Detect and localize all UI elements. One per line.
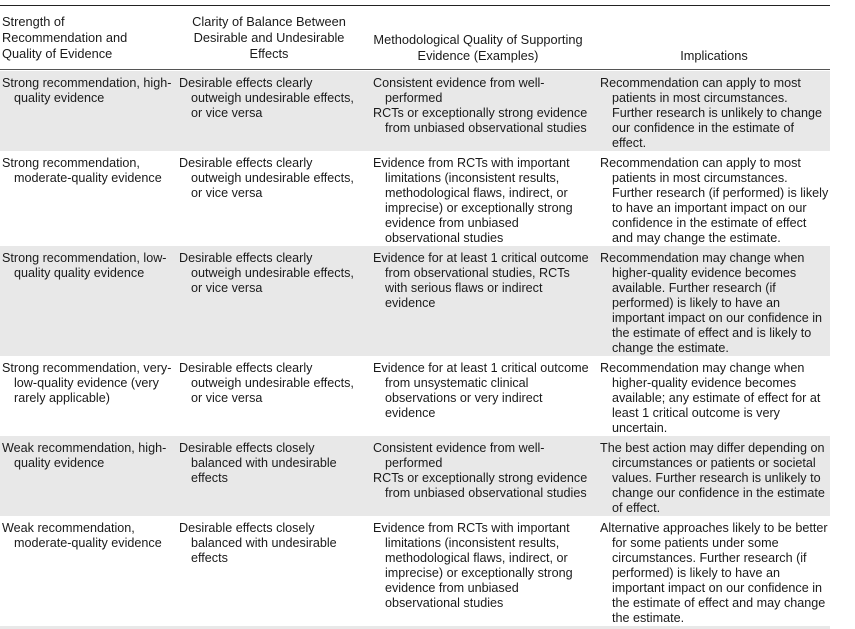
strength-text: Strong recommendation, low-quality quality evidence	[2, 251, 167, 280]
strength-text: Strong recommendation, high-quality evidence	[2, 76, 172, 105]
strength-text: Strong recommendation, very-low-quality evidence (very rarely applicable)	[2, 361, 172, 405]
implications-cell	[600, 251, 830, 356]
implications-cell	[600, 156, 830, 246]
balance-cell	[179, 521, 363, 566]
implications-text: Alternative approaches likely to be better for some patients under some circumstances. Further research (if performed) is likely to have an important impact on our confidence in the estimate of effect and may change the estimate.	[600, 521, 828, 625]
quality-text: Evidence for at least 1 critical outcome from unsystematic clinical observations or very indirect evidence	[373, 361, 589, 420]
strength-cell	[2, 251, 172, 281]
balance-text: Desirable effects clearly outweigh undesirable effects, or vice versa	[179, 156, 354, 200]
quality-text: Consistent evidence from well-performed	[373, 76, 545, 105]
balance-text: Desirable effects closely balanced with undesirable effects	[179, 521, 337, 565]
quality-cell	[373, 361, 595, 421]
table-top-rule	[0, 5, 830, 6]
header-quality: Methodological Quality of Supporting Evidence (Examples)	[373, 32, 583, 63]
balance-text: Desirable effects closely balanced with undesirable effects	[179, 441, 337, 485]
strength-text: Weak recommendation, moderate-quality evidence	[2, 521, 162, 550]
table-row	[0, 436, 830, 516]
implications-text: The best action may differ depending on circumstances or patients or societal values. Further research is unlikely to change our confidence in the estimate of effect.	[600, 441, 825, 515]
strength-cell	[2, 521, 172, 551]
balance-cell	[179, 441, 363, 486]
quality-cell	[373, 156, 595, 246]
header-strength: Strength of Recommendation and Quality of Evidence	[2, 14, 128, 61]
table-row	[0, 356, 830, 436]
header-rule	[0, 69, 830, 70]
quality-text: Evidence from RCTs with important limitations (inconsistent results, methodological flaws, indirect, or imprecise) or exceptionally strong evidence from unbiased observational studies	[373, 156, 573, 245]
implications-cell	[600, 441, 830, 516]
balance-cell	[179, 76, 363, 121]
quality-cell	[373, 521, 595, 611]
table-header	[0, 14, 830, 65]
balance-text: Desirable effects clearly outweigh undesirable effects, or vice versa	[179, 251, 354, 295]
balance-cell	[179, 156, 363, 201]
balance-cell	[179, 251, 363, 296]
implications-cell	[600, 361, 830, 436]
balance-text: Desirable effects clearly outweigh undesirable effects, or vice versa	[179, 76, 354, 120]
table-row	[0, 71, 830, 151]
strength-cell	[2, 156, 172, 186]
quality-text: Evidence from RCTs with important limitations (inconsistent results, methodological flaws, indirect, or imprecise) or exceptionally strong evidence from unbiased observational studies	[373, 521, 573, 610]
balance-cell	[179, 361, 363, 406]
quality-text: Evidence for at least 1 critical outcome from observational studies, RCTs with serious flaws or indirect evidence	[373, 251, 589, 310]
quality-text: RCTs or exceptionally strong evidence from unbiased observational studies	[373, 106, 588, 135]
quality-text: RCTs or exceptionally strong evidence from unbiased observational studies	[373, 471, 588, 500]
strength-cell	[2, 361, 172, 406]
implications-text: Recommendation may change when higher-quality evidence becomes available; any estimate of effect for at least 1 critical outcome is very uncertain.	[600, 361, 821, 435]
strength-text: Weak recommendation, high-quality evidence	[2, 441, 167, 470]
strength-cell	[2, 76, 172, 106]
implications-cell	[600, 76, 830, 151]
strength-text: Strong recommendation, moderate-quality evidence	[2, 156, 162, 185]
table-row	[0, 246, 830, 356]
quality-cell	[373, 441, 595, 501]
table-row	[0, 151, 830, 246]
quality-text: Consistent evidence from well-performed	[373, 441, 545, 470]
implications-text: Recommendation can apply to most patients in most circumstances. Further research is unlikely to change our confidence in the estimate of effect.	[600, 76, 822, 150]
header-balance: Clarity of Balance Between Desirable and Undesirable Effects	[192, 14, 346, 61]
implications-text: Recommendation can apply to most patients in most circumstances. Further research (if performed) is likely to have an important impact on our confidence in the estimate of effect and may change the estimate.	[600, 156, 829, 245]
implications-cell	[600, 521, 830, 626]
quality-cell	[373, 76, 595, 136]
header-implications: Implications	[680, 48, 748, 63]
balance-text: Desirable effects clearly outweigh undesirable effects, or vice versa	[179, 361, 354, 405]
quality-cell	[373, 251, 595, 311]
implications-text: Recommendation may change when higher-quality evidence becomes available. Further research (if performed) is likely to have an important impact on our confidence in the estimate of effect and is likely to change the estimate.	[600, 251, 823, 355]
table-row	[0, 516, 830, 626]
strength-cell	[2, 441, 172, 471]
